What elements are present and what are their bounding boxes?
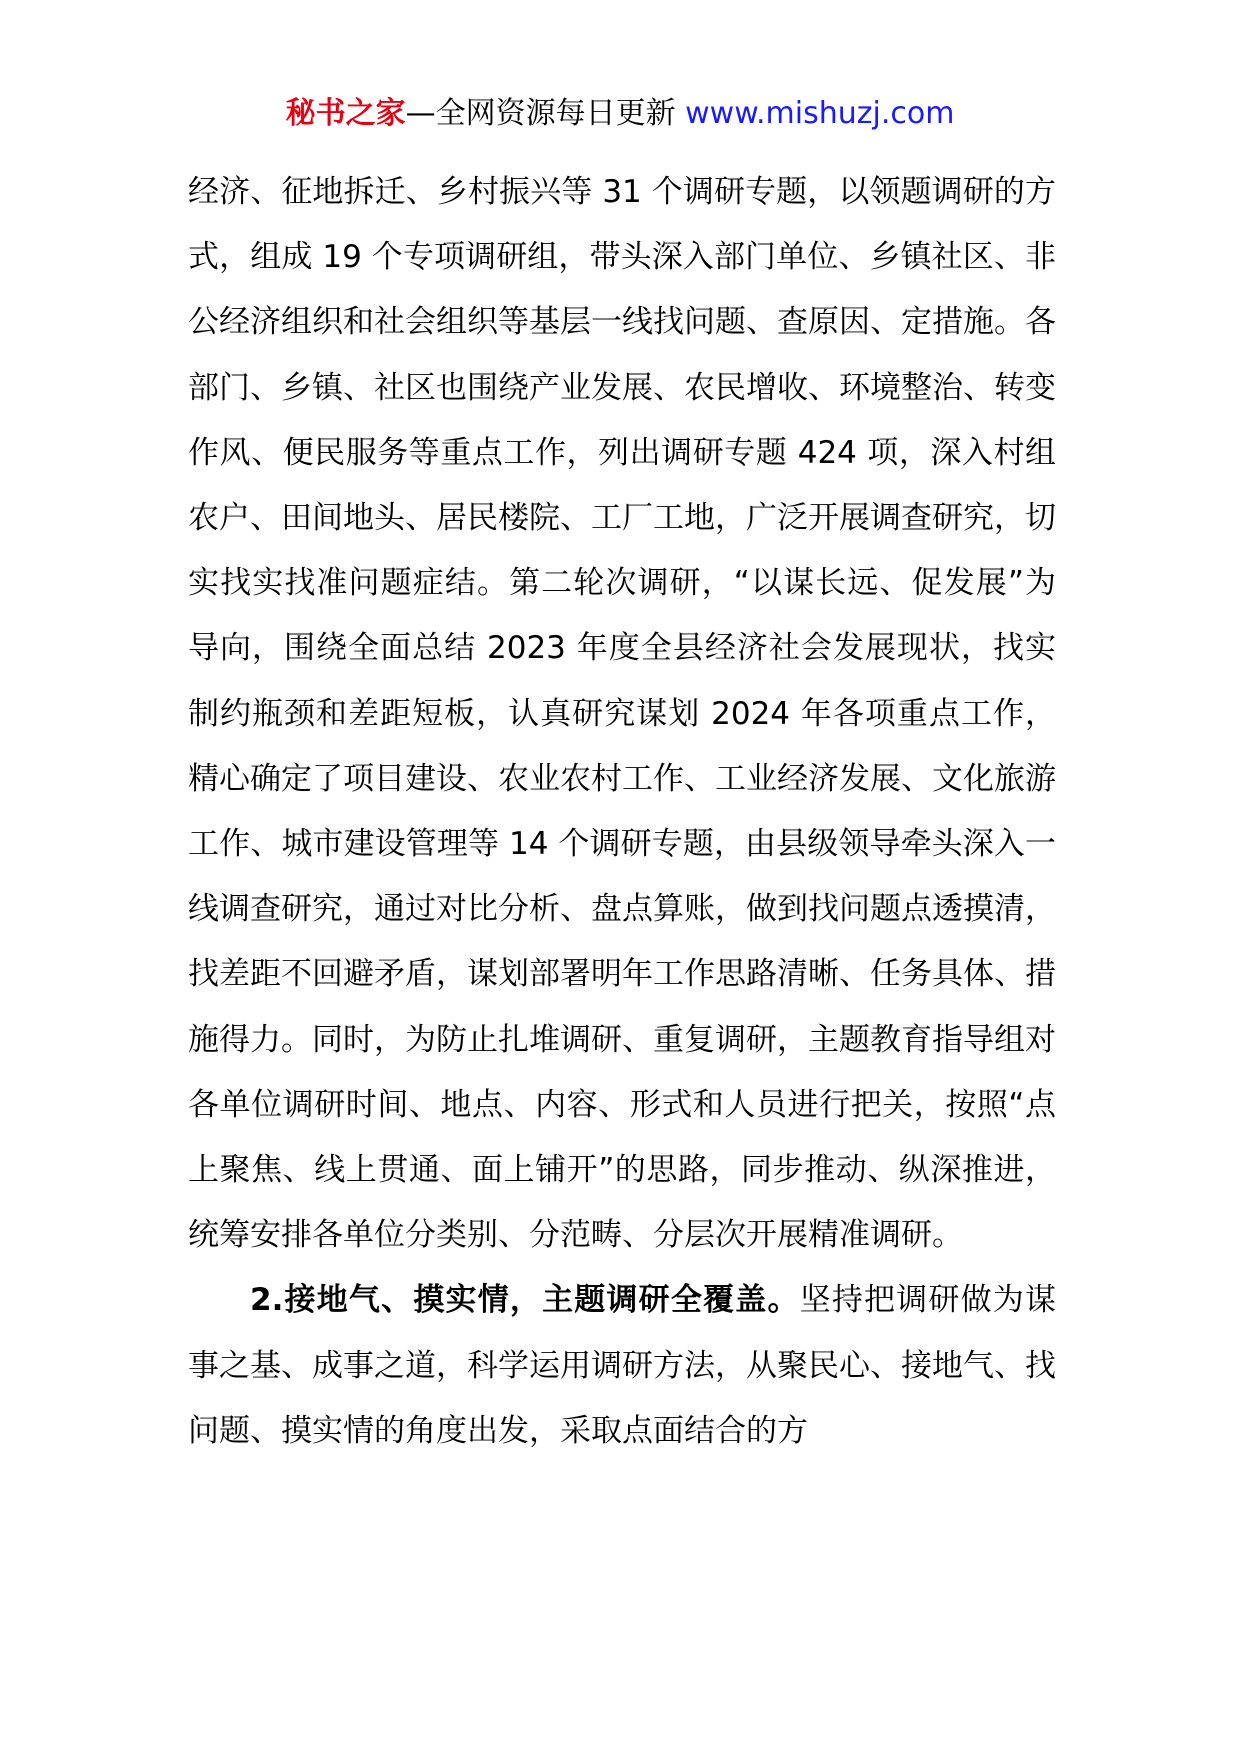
document-body: [188, 160, 1056, 1464]
paragraph-2-text: 坚持把调研做为谋事之基、成事之道，科学运用调研方法，从聚民心、接地气、找问题、摸实情的角度出发，采取点面结合的方: [188, 1282, 1056, 1449]
header-tagline: —全网资源每日更新: [405, 96, 676, 131]
paragraph-2: [188, 1268, 1056, 1464]
site-header: [0, 94, 1240, 134]
section-heading: 2.接地气、摸实情，主题调研全覆盖。: [250, 1282, 800, 1319]
paragraph-1: 经济、征地拆迁、乡村振兴等 31 个调研专题，以领题调研的方式，组成 19 个专项调研组，带头深入部门单位、乡镇社区、非公经济组织和社会组织等基层一线找问题、查原因、定措施。各部门、乡镇、社区也围绕产业发展、农民增收、环境整治、转变作风、便民服务等重点工作，列出调研专题 424 项，深入村组农户、田间地头、居民楼院、工厂工地，广泛开展调查研究，切实找实找准问题症结。第二轮次调研，“以谋长远、促发展”为导向，围绕全面总结 2023 年度全县经济社会发展现状，找实制约瓶颈和差距短板，认真研究谋划 2024 年各项重点工作，精心确定了项目建设、农业农村工作、工业经济发展、文化旅游工作、城市建设管理等 14 个调研专题，由县级领导牵头深入一线调查研究，通过对比分析、盘点算账，做到找问题点透摸清，找差距不回避矛盾，谋划部署明年工作思路清晰、任务具体、措施得力。同时，为防止扎堆调研、重复调研，主题教育指导组对各单位调研时间、地点、内容、形式和人员进行把关，按照“点上聚焦、线上贯通、面上铺开”的思路，同步推动、纵深推进，统筹安排各单位分类别、分范畴、分层次开展精准调研。: [188, 174, 1056, 1254]
site-url-link[interactable]: www.mishuzj.com: [685, 96, 955, 131]
brand-name: 秘书之家: [285, 96, 406, 131]
